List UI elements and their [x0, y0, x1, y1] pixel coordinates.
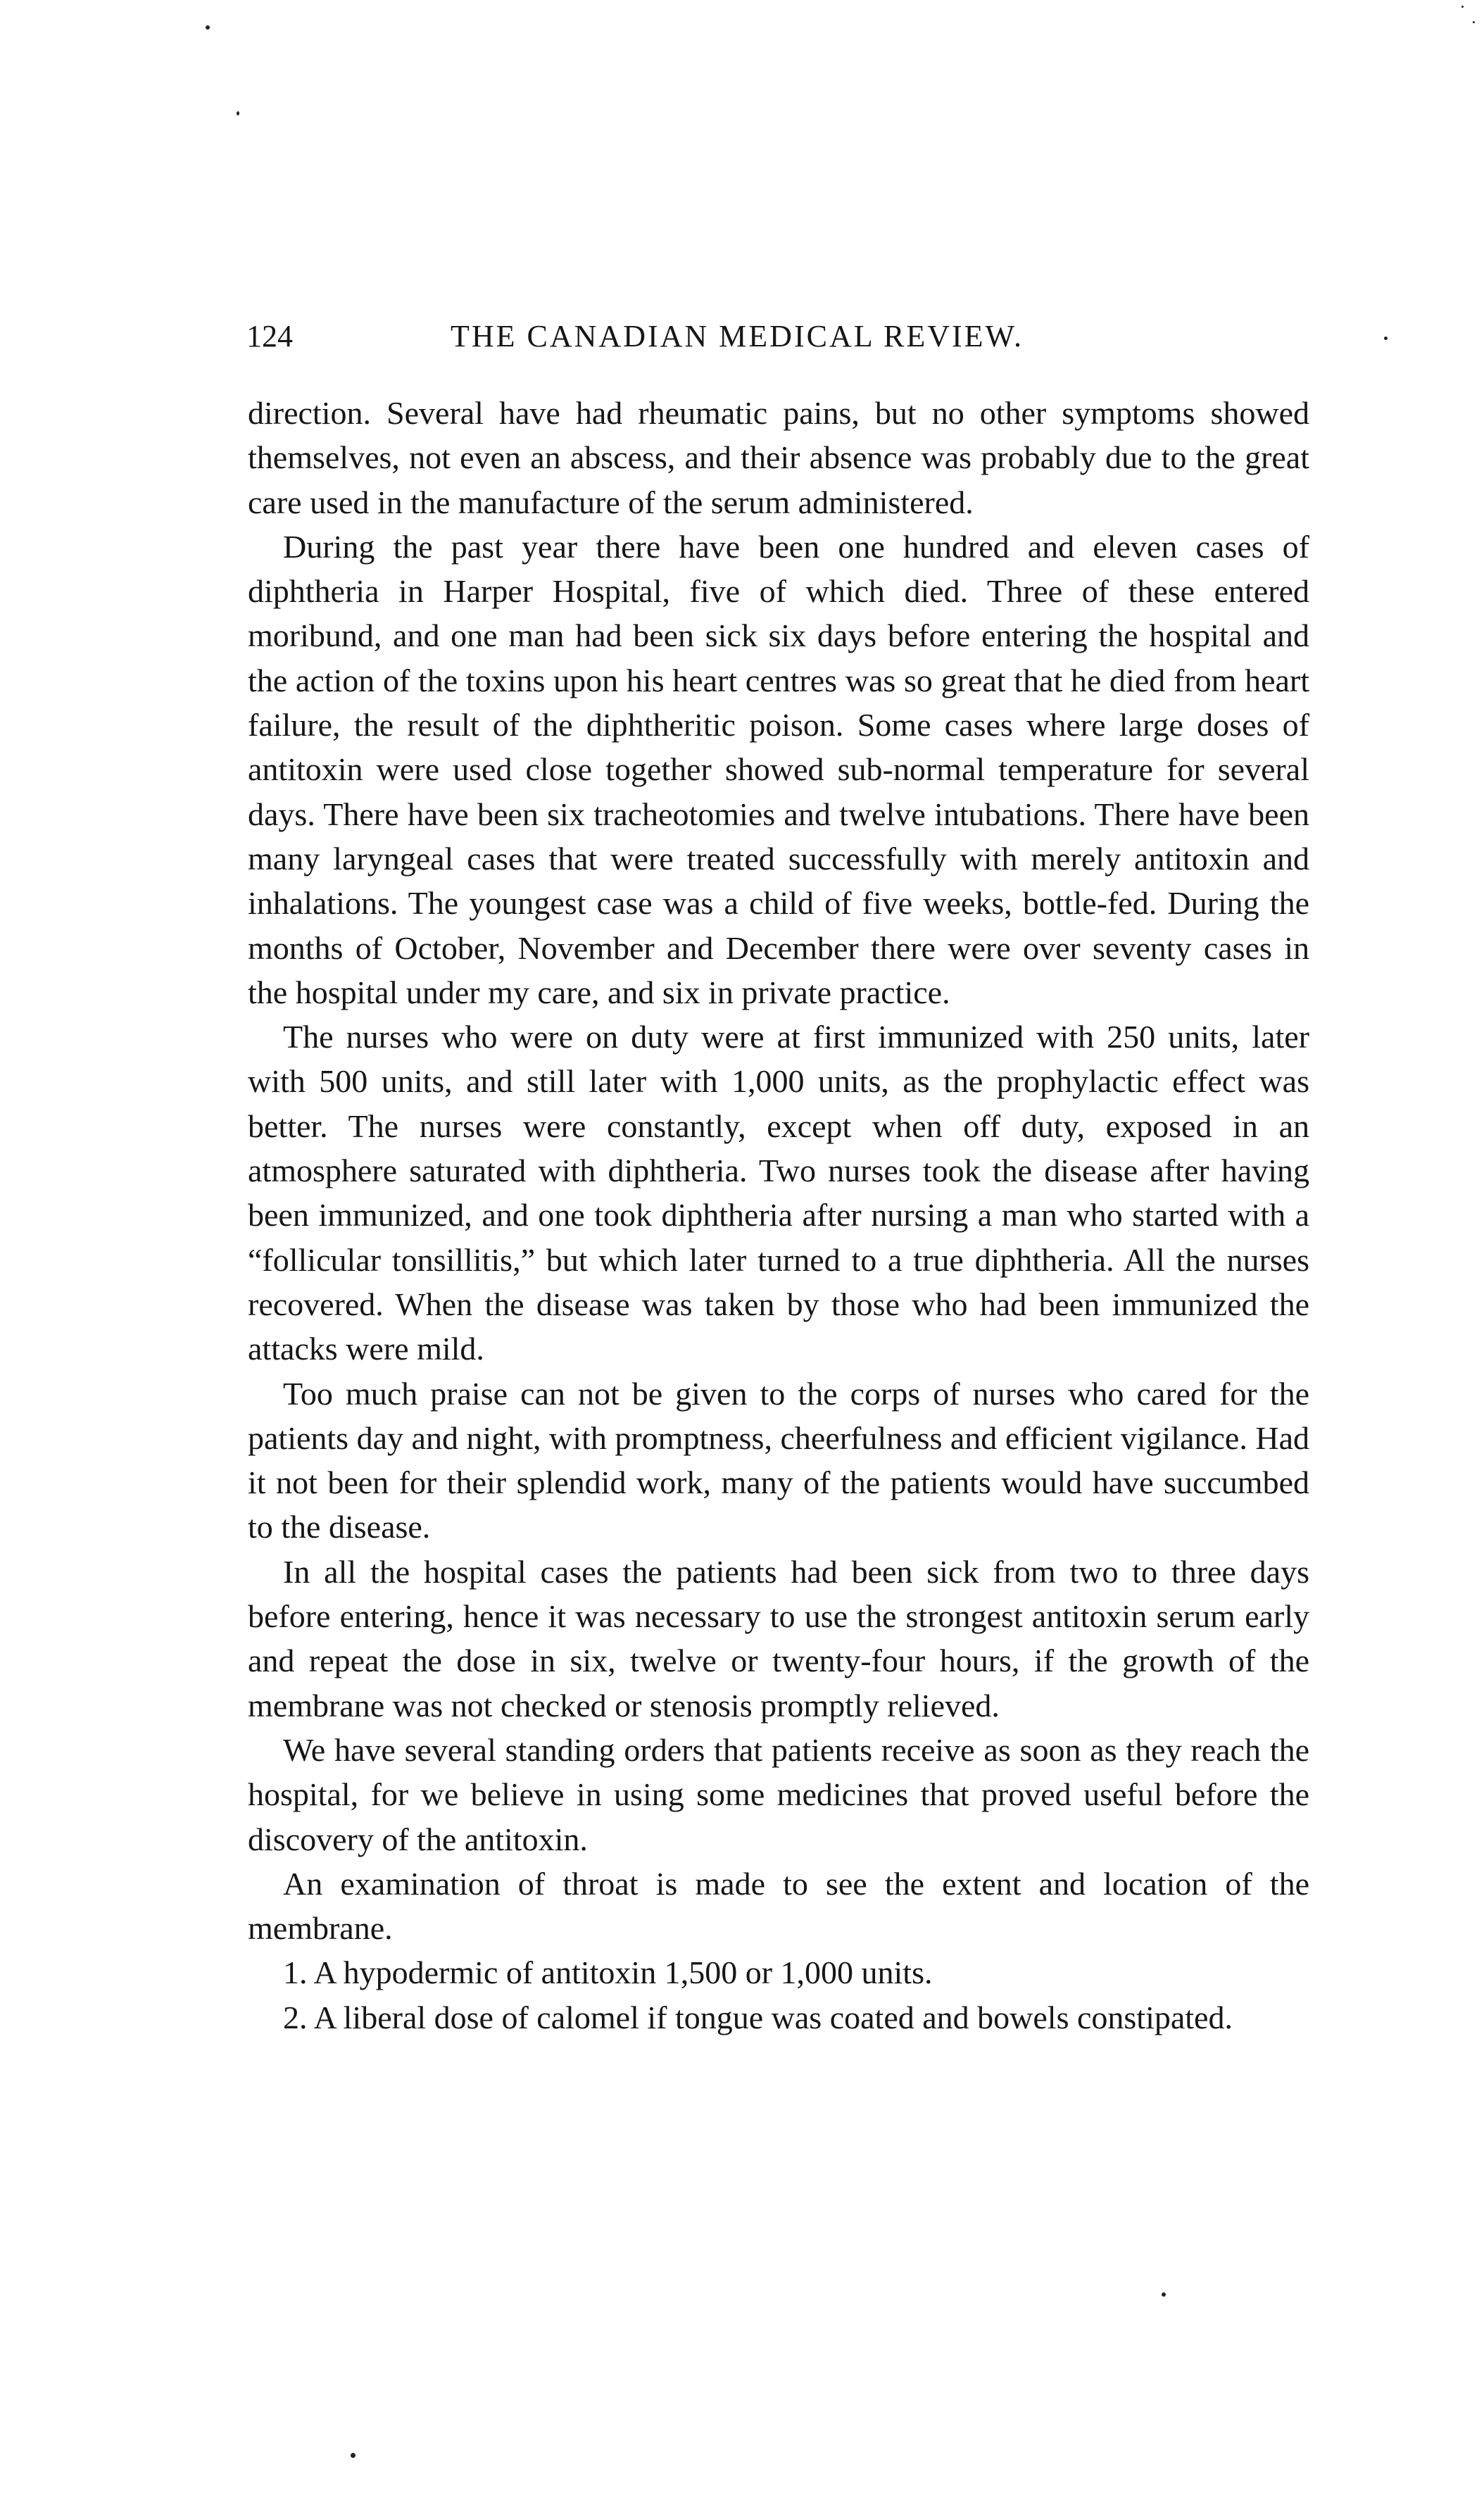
page-number: 124	[246, 319, 293, 353]
paragraph-standing-orders: We have several standing orders that patients receive as soon as they reach the hospital, for we believe in using some medicines that proved useful before the discovery of the antitoxin.	[248, 1731, 1309, 1857]
list-item-hypodermic: 1. A hypodermic of antitoxin 1,500 or 1,000 units.	[283, 1954, 933, 1991]
list-item-calomel: 2. A liberal dose of calomel if tongue was coated and bowels constipated.	[283, 1999, 1233, 2035]
paragraph-continuation: direction. Several have had rheumatic pains, but no other symptoms showed themselves, not even an abscess, and their absence was probably due to the great care used in the manufacture of the serum administered.	[248, 395, 1309, 520]
scan-speck	[351, 2453, 356, 2458]
scan-speck	[1384, 337, 1388, 340]
scan-speck	[1473, 21, 1475, 23]
paragraph-hospital-treatment: In all the hospital cases the patients had been sick from two to three days before entering, hence it was necessary to use the strongest antitoxin serum early and repeat the dose in six, twelve or twenty-four hours, if the growth of the membrane was not checked or stenosis promptly relieved.	[248, 1553, 1309, 1724]
running-head	[246, 315, 1311, 358]
article-body	[248, 391, 1309, 2040]
scan-speck	[206, 25, 210, 30]
paragraph-nurses-praise: Too much praise can not be given to the corps of nurses who cared for the patients day and night, with promptness, cheerfulness and efficient vigilance. Had it not been for their splendid work, many of the patients would have succumbed to the disease.	[248, 1375, 1309, 1545]
scan-speck	[237, 111, 239, 115]
paragraph-nurses-immunized: The nurses who were on duty were at first immunized with 250 units, later with 500 units, and still later with 1,000 units, as the prophylactic effect was better. The nurses were constantly, except when off duty, exposed in an atmosphere saturated with diphtheria. Two nurses took the disease after having been immunized, and one took diphtheria after nursing a man who started with a “follicular tonsillitis,” but which later turned to a true diphtheria. All the nurses recovered. When the disease was taken by those who had been immunized the attacks were mild.	[248, 1019, 1309, 1367]
paragraph-throat-examination: An examination of throat is made to see the extent and location of the membrane.	[248, 1865, 1309, 1947]
scan-speck	[1461, 6, 1464, 8]
scan-speck	[1162, 2292, 1166, 2297]
paragraph-hospital-cases: During the past year there have been one hundred and eleven cases of diphtheria in Harper Hospital, five of which died. Three of these entered moribund, and one man had been sick six days before entering the hospital and the action of the toxins upon his heart centres was so great that he died from heart failure, the result of the diphtheritic poison. Some cases where large doses of antitoxin were used close together showed sub-normal temperature for several days. There have been six tracheotomies and twelve intubations. There have been many laryngeal cases that were treated successfully with merely antitoxin and inhalations. The youngest case was a child of five weeks, bottle-fed. During the months of October, November and December there were over seventy cases in the hospital under my care, and six in private practice.	[248, 528, 1309, 1010]
journal-title: THE CANADIAN MEDICAL REVIEW.	[451, 319, 1024, 353]
